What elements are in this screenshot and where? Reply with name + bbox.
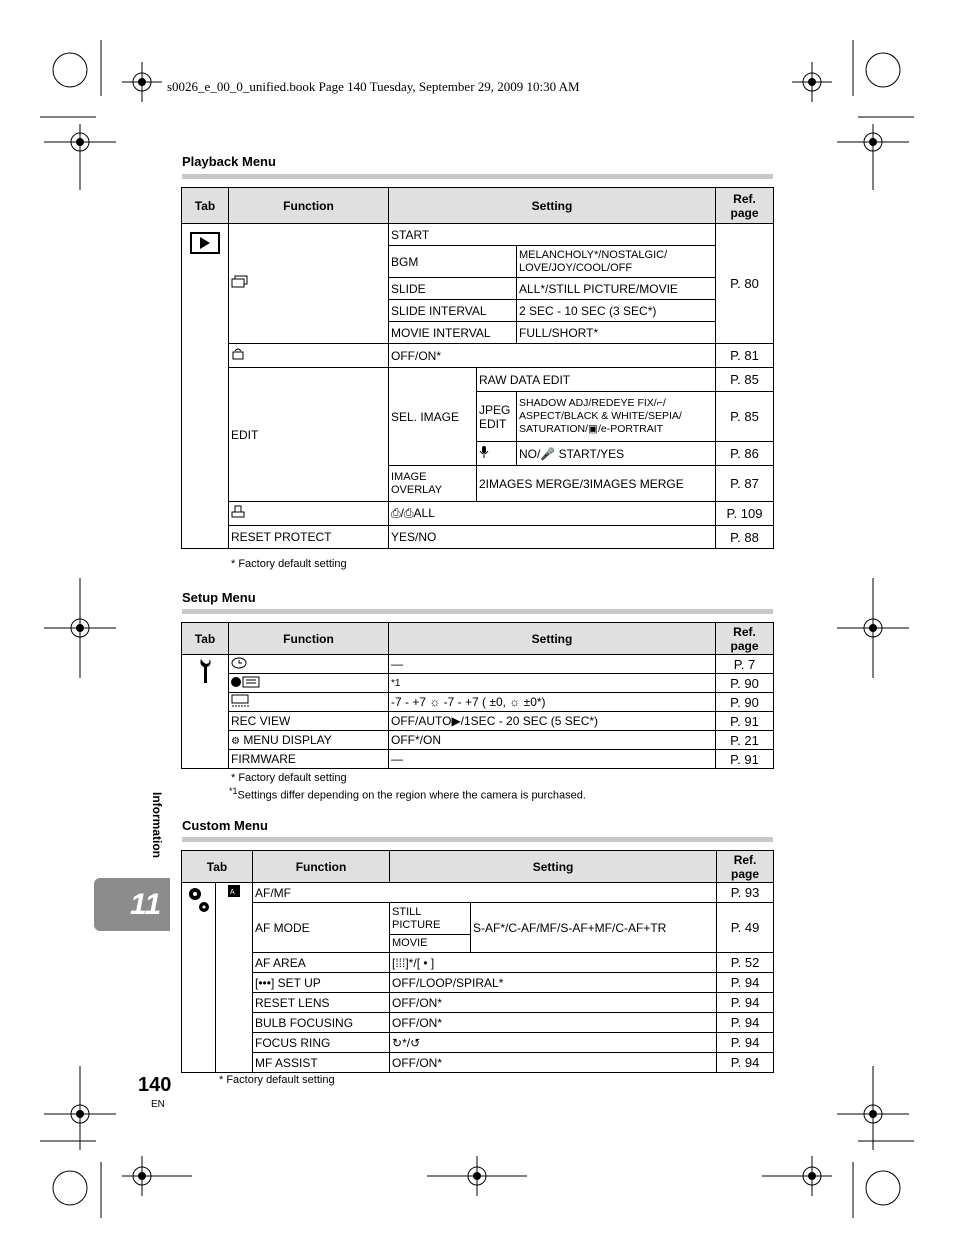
print-icon	[231, 505, 245, 519]
ref-cell: P. 94	[717, 1053, 774, 1073]
footnote-mark: *1	[229, 786, 238, 796]
table-row: OFF/ON*	[390, 993, 717, 1013]
ref-cell: P. 49	[717, 903, 774, 953]
af-mode-value: S-AF*/C-AF/MF/S-AF+MF/C-AF+TR	[471, 903, 717, 953]
ref-cell: P. 52	[717, 953, 774, 973]
custom-table	[181, 850, 774, 1073]
col-tab: Tab	[182, 623, 229, 655]
monitor-icon	[231, 694, 251, 708]
col-ref: Ref. page	[716, 188, 774, 224]
microphone-icon	[479, 445, 489, 459]
edit-cell: EDIT	[229, 368, 389, 502]
chapter-tab	[94, 878, 170, 931]
language-icon	[231, 676, 261, 688]
table-row: OFF/AUTO▶/1SEC - 20 SEC (5 SEC*)	[389, 712, 716, 731]
col-setting: Setting	[389, 188, 716, 224]
table-row: ↻*/↺	[390, 1033, 717, 1053]
table-row: [•••] SET UP	[253, 973, 390, 993]
custom-gear-icon: ⚙	[231, 736, 240, 747]
reset-protect-value: YES/NO	[389, 526, 716, 549]
af-mode-cell: AF MODE	[253, 903, 390, 953]
col-ref: Ref. page	[717, 851, 774, 883]
footnote-2	[229, 786, 586, 802]
custom-title: Custom Menu	[182, 818, 268, 833]
page-number: 140	[138, 1074, 172, 1096]
ref-cell: P. 91	[716, 712, 774, 731]
afmf-cell: AF/MF	[253, 883, 717, 903]
movie-cell: MOVIE	[390, 935, 471, 953]
col-ref: Ref. page	[716, 623, 774, 655]
ref-cell: P. 94	[717, 1033, 774, 1053]
svg-text:A: A	[230, 889, 235, 896]
ref-cell: P. 85	[716, 368, 774, 392]
table-row: [⁞⁞⁞]*/[ • ]	[390, 953, 717, 973]
playback-tab-cell	[182, 224, 229, 549]
overlay-value: 2IMAGES MERGE/3IMAGES MERGE	[477, 466, 716, 502]
movie-interval-value: FULL/SHORT*	[517, 322, 716, 344]
af-tab-cell	[216, 883, 253, 1073]
footnote: * Factory default setting	[231, 772, 347, 784]
table-row: BULB FOCUSING	[253, 1013, 390, 1033]
start-cell: START	[389, 224, 716, 246]
ref-cell: P. 87	[716, 466, 774, 502]
slide-value: ALL*/STILL PICTURE/MOVIE	[517, 278, 716, 300]
table-row: RESET LENS	[253, 993, 390, 1013]
table-row: FIRMWARE	[229, 750, 389, 769]
custom-gears-icon	[186, 885, 212, 915]
col-function: Function	[229, 623, 389, 655]
ref-cell: P. 88	[716, 526, 774, 549]
ref-cell: P. 80	[716, 224, 774, 344]
col-function: Function	[229, 188, 389, 224]
ref-cell: P. 90	[716, 693, 774, 712]
table-row: OFF*/ON	[389, 731, 716, 750]
setup-table	[181, 622, 774, 769]
voice-cell	[477, 442, 517, 466]
slideshow-cell	[229, 224, 389, 344]
section-rule	[182, 837, 773, 842]
raw-edit-cell: RAW DATA EDIT	[477, 368, 716, 392]
table-row	[229, 693, 389, 712]
bgm-value: MELANCHOLY*/NOSTALGIC/ LOVE/JOY/COOL/OFF	[517, 246, 716, 278]
ref-cell: P. 93	[717, 883, 774, 903]
table-row: —	[389, 750, 716, 769]
col-function: Function	[253, 851, 390, 883]
jpeg-edit-cell: JPEG EDIT	[477, 392, 517, 442]
ref-cell: P. 94	[717, 973, 774, 993]
ref-cell: P. 91	[716, 750, 774, 769]
table-row: *1	[389, 674, 716, 693]
slide-interval-cell: SLIDE INTERVAL	[389, 300, 517, 322]
setup-title: Setup Menu	[182, 590, 256, 605]
af-tab-icon	[228, 885, 240, 897]
ref-cell: P. 81	[716, 344, 774, 368]
footnote-text: Settings differ depending on the region where the camera is purchased.	[237, 789, 586, 802]
table-row	[229, 674, 389, 693]
table-row: —	[389, 655, 716, 674]
table-row: FOCUS RING	[253, 1033, 390, 1053]
col-setting: Setting	[389, 623, 716, 655]
still-picture-cell: STILL PICTURE	[390, 903, 471, 935]
playback-tab-icon	[190, 232, 220, 254]
table-row: -7 - +7 ☼ -7 - +7 ( ±0, ☼ ±0*)	[389, 693, 716, 712]
rotate-icon	[231, 347, 245, 361]
slideshow-icon	[231, 275, 249, 289]
bgm-cell: BGM	[389, 246, 517, 278]
movie-interval-cell: MOVIE INTERVAL	[389, 322, 517, 344]
rotate-cell	[229, 344, 389, 368]
slide-cell: SLIDE	[389, 278, 517, 300]
ref-cell: P. 21	[716, 731, 774, 750]
file-header: s0026_e_00_0_unified.book Page 140 Tuesday, September 29, 2009 10:30 AM	[167, 79, 580, 94]
section-rule	[182, 174, 773, 179]
rotate-value: OFF/ON*	[389, 344, 716, 368]
sel-image-cell: SEL. IMAGE	[389, 368, 477, 466]
playback-title: Playback Menu	[182, 154, 276, 169]
side-label: Information	[150, 792, 164, 858]
ref-cell: P. 109	[716, 502, 774, 526]
col-setting: Setting	[390, 851, 717, 883]
language-code: EN	[151, 1099, 165, 1110]
setup-tab-cell	[182, 655, 229, 769]
wrench-icon	[197, 657, 213, 685]
table-row: OFF/ON*	[390, 1053, 717, 1073]
table-row: OFF/LOOP/SPIRAL*	[390, 973, 717, 993]
table-row: MF ASSIST	[253, 1053, 390, 1073]
slide-interval-value: 2 SEC - 10 SEC (3 SEC*)	[517, 300, 716, 322]
table-row	[229, 655, 389, 674]
footnote: * Factory default setting	[219, 1074, 335, 1086]
print-cell	[229, 502, 389, 526]
ref-cell: P. 94	[717, 1013, 774, 1033]
col-tab: Tab	[182, 188, 229, 224]
overlay-cell: IMAGE OVERLAY	[389, 466, 477, 502]
table-row: AF AREA	[253, 953, 390, 973]
custom-tab-cell	[182, 883, 216, 1073]
menu-display-label: MENU DISPLAY	[243, 733, 332, 747]
table-row	[229, 731, 389, 750]
ref-cell: P. 85	[716, 392, 774, 442]
table-row: REC VIEW	[229, 712, 389, 731]
playback-table	[181, 187, 774, 549]
table-row: OFF/ON*	[390, 1013, 717, 1033]
print-value: ⎙/⎙ALL	[389, 502, 716, 526]
ref-cell: P. 7	[716, 655, 774, 674]
section-rule	[182, 609, 773, 614]
reset-protect-cell: RESET PROTECT	[229, 526, 389, 549]
col-tab: Tab	[182, 851, 253, 883]
ref-cell: P. 90	[716, 674, 774, 693]
jpeg-value: SHADOW ADJ/REDEYE FIX/⌐/ ASPECT/BLACK & WHITE/SEPIA/ SATURATION/▣/e-PORTRAIT	[517, 392, 716, 442]
ref-cell: P. 86	[716, 442, 774, 466]
ref-cell: P. 94	[717, 993, 774, 1013]
voice-value: NO/🎤 START/YES	[517, 442, 716, 466]
clock-icon	[231, 657, 247, 669]
footnote: * Factory default setting	[231, 558, 347, 570]
chapter-number: 11	[130, 888, 162, 921]
